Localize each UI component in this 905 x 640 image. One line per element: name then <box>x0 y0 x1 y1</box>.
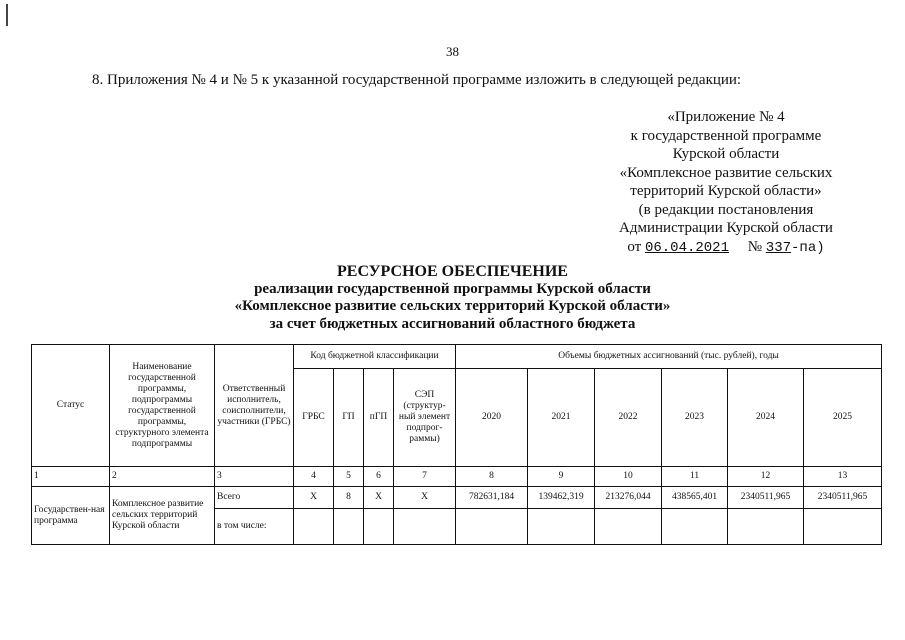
executor-cell: в том числе: <box>215 509 294 545</box>
column-number: 6 <box>364 467 394 487</box>
table-row <box>32 487 882 509</box>
status-cell: Государствен-ная программа <box>32 487 110 545</box>
column-number: 13 <box>804 467 882 487</box>
column-number: 4 <box>294 467 334 487</box>
empty-cell <box>528 509 595 545</box>
header-volumes: Объемы бюджетных ассигнований (тыс. рублей), годы <box>456 345 882 369</box>
empty-cell <box>804 509 882 545</box>
header-year: 2024 <box>728 369 804 467</box>
decree-number: 337 <box>765 239 792 256</box>
header-year: 2020 <box>456 369 528 467</box>
header-sep: СЭП (структур-ный элемент подпрог-раммы) <box>394 369 456 467</box>
header-executor: Ответственный исполнитель, соисполнители, участники (ГРБС) <box>215 345 294 467</box>
appendix-line-2: к государственной программе <box>630 127 822 144</box>
heading-title: РЕСУРСНОЕ ОБЕСПЕЧЕНИЕ <box>337 263 568 280</box>
value-cell: 2340511,965 <box>804 487 882 509</box>
pgp-cell: X <box>364 487 394 509</box>
gp-cell: 8 <box>334 487 364 509</box>
header-year: 2025 <box>804 369 882 467</box>
column-number: 5 <box>334 467 364 487</box>
header-budget-code: Код бюджетной классификации <box>294 345 456 369</box>
resource-table <box>31 344 882 545</box>
appendix-block <box>596 108 856 257</box>
column-number: 11 <box>662 467 728 487</box>
value-cell: 139462,319 <box>528 487 595 509</box>
appendix-line-6: (в редакции постановления <box>638 201 814 218</box>
value-cell: 2340511,965 <box>728 487 804 509</box>
column-number-row <box>32 467 882 487</box>
header-status: Статус <box>32 345 110 467</box>
executor-cell: Всего <box>215 487 294 509</box>
decree-date: 06.04.2021 <box>644 239 729 256</box>
empty-cell <box>456 509 528 545</box>
page-number: 38 <box>446 44 459 59</box>
appendix-date-line <box>596 238 856 258</box>
grbs-cell: X <box>294 487 334 509</box>
header-gp: ГП <box>334 369 364 467</box>
value-cell: 438565,401 <box>662 487 728 509</box>
edge-mark <box>6 4 8 26</box>
date-prefix: от <box>627 238 642 255</box>
header-year: 2023 <box>662 369 728 467</box>
appendix-line-5: территорий Курской области» <box>630 183 822 199</box>
appendix-line-3: Курской области <box>672 146 780 162</box>
empty-cell <box>364 509 394 545</box>
empty-cell <box>334 509 364 545</box>
column-number: 2 <box>110 467 215 487</box>
header-year: 2021 <box>528 369 595 467</box>
heading-line-2: реализации государственной программы Курской области <box>254 280 651 297</box>
intro-paragraph: 8. Приложения № 4 и № 5 к указанной государственной программе изложить в следующей редакции: <box>92 72 742 88</box>
column-number: 3 <box>215 467 294 487</box>
heading-line-4: за счет бюджетных ассигнований областного бюджета <box>269 315 636 332</box>
column-number: 1 <box>32 467 110 487</box>
program-name-cell: Комплексное развитие сельских территорий Курской области <box>110 487 215 545</box>
header-year: 2022 <box>595 369 662 467</box>
value-cell: 213276,044 <box>595 487 662 509</box>
column-number: 9 <box>528 467 595 487</box>
heading-line-3: «Комплексное развитие сельских территорий Курской области» <box>234 298 671 314</box>
resource-heading <box>0 263 905 333</box>
empty-cell <box>662 509 728 545</box>
header-pgp: пГП <box>364 369 394 467</box>
column-number: 8 <box>456 467 528 487</box>
number-prefix: № <box>747 238 763 255</box>
column-number: 12 <box>728 467 804 487</box>
header-grbs: ГРБС <box>294 369 334 467</box>
value-cell: 782631,184 <box>456 487 528 509</box>
sep-cell: X <box>394 487 456 509</box>
decree-number-suffix: -па) <box>791 239 825 256</box>
appendix-line-7: Администрации Курской области <box>619 220 833 236</box>
header-name: Наименование государственной программы, подпрограммы государственной программы, структурного элемента подпрограммы <box>110 345 215 467</box>
column-number: 10 <box>595 467 662 487</box>
column-number: 7 <box>394 467 456 487</box>
empty-cell <box>728 509 804 545</box>
appendix-line-4: «Комплексное развитие сельских <box>619 164 833 181</box>
appendix-line-1: «Приложение № 4 <box>667 109 785 125</box>
empty-cell <box>394 509 456 545</box>
empty-cell <box>294 509 334 545</box>
empty-cell <box>595 509 662 545</box>
